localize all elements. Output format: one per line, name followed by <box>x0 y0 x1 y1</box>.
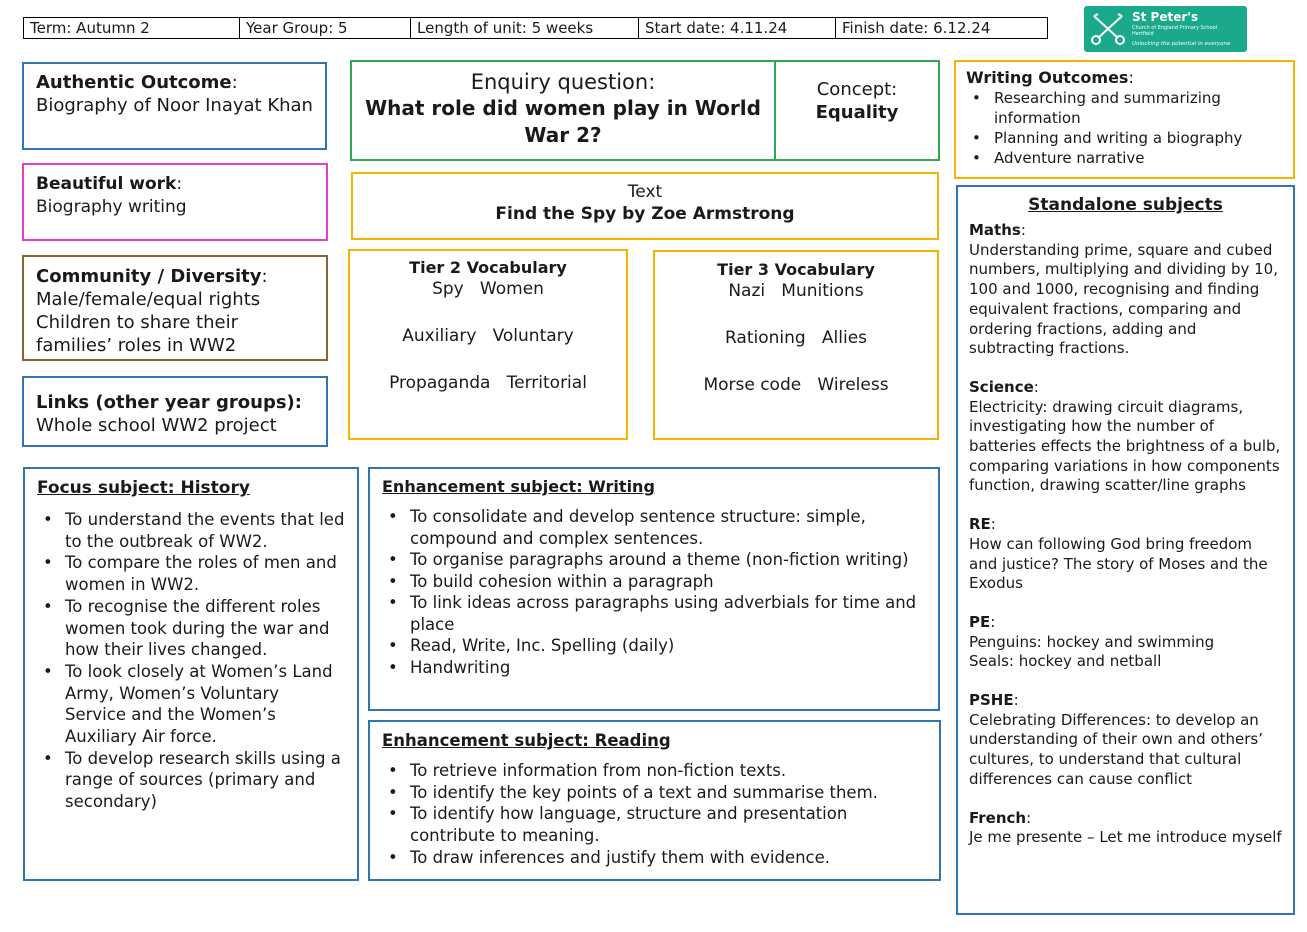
enquiry-heading: Enquiry question: <box>470 70 656 94</box>
enquiry-question-box <box>350 60 776 161</box>
beautiful-work-text: Biography writing <box>36 197 187 217</box>
re-text: How can following God bring freedom and justice? The story of Moses and the Exodus <box>969 534 1268 593</box>
tier3-heading: Tier 3 Vocabulary <box>717 260 875 279</box>
writing-outcomes-list <box>966 88 1283 168</box>
list-item: • To compare the roles of men and women in WW2. <box>37 552 345 595</box>
tier2-row: Spy Women <box>432 279 544 299</box>
beautiful-work-label: Beautiful work <box>36 174 177 194</box>
list-item: • To consolidate and develop sentence structure: simple, compound and complex sentences. <box>382 506 926 549</box>
standalone-subjects-box <box>956 185 1295 915</box>
science-text: Electricity: drawing circuit diagrams, investigating how the number of batteries effects the brightness of a bulb, comparing variations in how components function, drawing scatter/line graphs <box>969 397 1281 495</box>
community-diversity-label: Community / Diversity <box>36 266 262 287</box>
maths-colon: : <box>1020 221 1026 239</box>
focus-list <box>37 509 345 813</box>
science-label: Science <box>969 377 1034 396</box>
school-name: St Peter's <box>1132 10 1199 24</box>
text-heading: Text <box>627 182 663 202</box>
maths-label: Maths <box>969 221 1021 239</box>
tier3-vocabulary-box <box>653 250 939 440</box>
list-item: • To identify how language, structure and presentation contribute to meaning. <box>382 803 927 846</box>
list-item: • To understand the events that led to the outbreak of WW2. <box>37 509 345 552</box>
school-subtitle <box>1132 25 1217 37</box>
list-item: • Planning and writing a biography <box>966 128 1283 148</box>
school-subtitle-line-1: Church of England Primary School <box>1132 25 1218 31</box>
community-line: Male/female/equal rights <box>36 289 261 310</box>
unit-header-table <box>23 17 1048 39</box>
tier3-row: Morse code Wireless <box>703 375 889 395</box>
concept-value: Equality <box>815 102 899 123</box>
links-text: Whole school WW2 project <box>36 415 277 436</box>
writing-title: Enhancement subject: Writing <box>382 477 655 496</box>
school-subtitle-line-2: Hertfield <box>1132 31 1154 37</box>
writing-outcomes-label: Writing Outcomes <box>966 68 1129 87</box>
standalone-title: Standalone subjects <box>1028 195 1223 215</box>
concept-box <box>774 60 940 161</box>
concept-heading: Concept: <box>816 79 898 100</box>
maths-text: Understanding prime, square and cubed numbers, multiplying and dividing by 10, 100 and 1000, recognising and finding equivalent fractions, comparing and ordering fractions, adding and subtracting fractions. <box>969 240 1278 358</box>
community-line: families’ roles in WW2 <box>36 335 237 356</box>
authentic-outcome-text: Biography of Noor Inayat Khan <box>36 95 313 116</box>
science-colon: : <box>1033 377 1039 396</box>
authentic-outcome-label: Authentic Outcome <box>36 72 232 93</box>
tier2-vocabulary-box <box>348 249 628 440</box>
text-box <box>351 172 939 240</box>
french-label: French <box>969 808 1027 827</box>
reading-list <box>382 760 927 869</box>
pe-line: Penguins: hockey and swimming <box>969 632 1215 651</box>
school-motto: Unlocking the potential in everyone <box>1132 41 1231 47</box>
re-label: RE <box>969 515 991 534</box>
pe-label: PE <box>969 612 991 631</box>
list-item: • To build cohesion within a paragraph <box>382 571 926 593</box>
text-title: Find the Spy by Zoe Armstrong <box>495 204 795 224</box>
list-item: • Handwriting <box>382 657 926 679</box>
writing-list <box>382 506 926 678</box>
list-item: • To retrieve information from non-fiction texts. <box>382 760 927 782</box>
finish-date-cell: Finish date: 6.12.24 <box>842 19 991 37</box>
focus-subject-box <box>23 467 359 881</box>
french-text: Je me presente – Let me introduce myself <box>969 828 1282 847</box>
community-line: Children to share their <box>36 312 238 333</box>
authentic-outcome-box <box>22 62 327 150</box>
term-cell: Term: Autumn 2 <box>24 18 240 38</box>
school-logo <box>1084 6 1247 52</box>
list-item: • To draw inferences and justify them with evidence. <box>382 847 927 869</box>
pshe-text: Celebrating Differences: to develop an understanding of their own and others’ cultures, to understand that cultural differences can cause conflict <box>969 710 1264 788</box>
writing-subject-box <box>368 467 940 711</box>
writing-outcomes-box <box>954 60 1295 179</box>
crossed-keys-icon <box>1090 12 1126 46</box>
pshe-label: PSHE <box>969 691 1014 710</box>
links-box <box>22 376 328 447</box>
science-section <box>969 378 1282 496</box>
list-item: • Read, Write, Inc. Spelling (daily) <box>382 635 926 657</box>
tier3-row: Nazi Munitions <box>728 281 864 301</box>
focus-title: Focus subject: History <box>37 478 250 498</box>
list-item: • To link ideas across paragraphs using adverbials for time and place <box>382 592 926 635</box>
list-item: • To recognise the different roles women took during the war and how their lives changed. <box>37 596 345 661</box>
list-item: • To develop research skills using a range of sources (primary and secondary) <box>37 748 345 813</box>
list-item: • Adventure narrative <box>966 148 1283 168</box>
enquiry-question: What role did women play in World War 2? <box>365 96 761 147</box>
tier2-row: Propaganda Territorial <box>389 373 587 393</box>
community-diversity-box <box>22 255 328 361</box>
re-colon: : <box>990 515 996 534</box>
beautiful-work-colon: : <box>176 174 183 194</box>
tier3-row: Rationing Allies <box>724 328 868 348</box>
start-date-cell: Start date: 4.11.24 <box>639 18 836 38</box>
length-cell: Length of unit: 5 weeks <box>411 18 639 38</box>
re-section <box>969 515 1282 594</box>
links-label: Links (other year groups): <box>36 392 302 413</box>
reading-subject-box <box>368 720 941 881</box>
maths-section <box>969 221 1282 359</box>
beautiful-work-box <box>22 163 328 241</box>
tier2-heading: Tier 2 Vocabulary <box>409 258 567 277</box>
pe-line: Seals: hockey and netball <box>969 652 1162 671</box>
list-item: • To organise paragraphs around a theme (non-fiction writing) <box>382 549 926 571</box>
pe-colon: : <box>990 612 996 631</box>
tier2-row: Auxiliary Voluntary <box>402 326 574 346</box>
authentic-outcome-colon: : <box>231 72 238 93</box>
year-group-cell: Year Group: 5 <box>240 18 411 38</box>
list-item: • To look closely at Women’s Land Army, Women’s Voluntary Service and the Women’s Auxiliary Air force. <box>37 661 345 748</box>
list-item: • To identify the key points of a text and summarise them. <box>382 782 927 804</box>
community-diversity-colon: : <box>261 266 268 287</box>
french-section <box>969 809 1282 848</box>
french-colon: : <box>1026 808 1032 827</box>
list-item: • Researching and summarizing information <box>966 88 1283 128</box>
reading-title: Enhancement subject: Reading <box>382 731 671 750</box>
pshe-section <box>969 691 1282 790</box>
writing-outcomes-colon: : <box>1128 68 1134 87</box>
pe-section <box>969 613 1282 672</box>
pshe-colon: : <box>1013 691 1019 710</box>
